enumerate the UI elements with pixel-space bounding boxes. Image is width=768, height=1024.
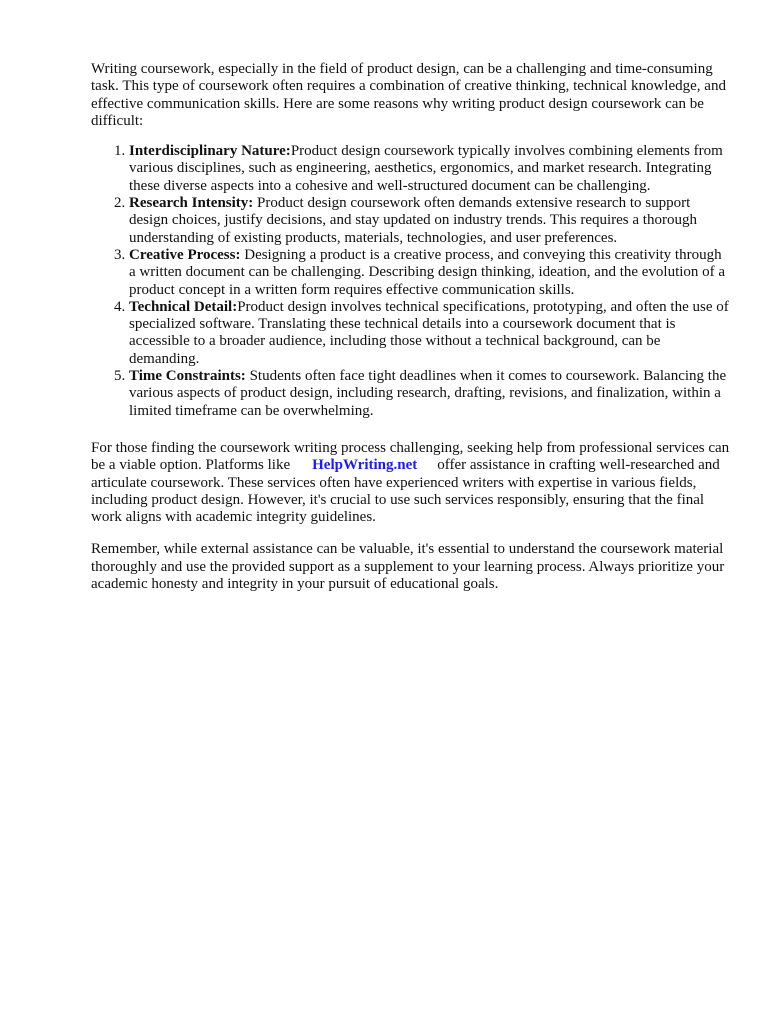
reason-item (129, 143, 731, 195)
reason-text: Product design involves technical specifications, prototyping, and often the use of specialized software. Translating these technical details into a coursework document that is accessible to a broader audience, including those without a technical background, can be demanding. (129, 298, 729, 367)
reason-term: Technical Detail: (129, 298, 238, 315)
reason-text: Product design coursework typically involves combining elements from various disciplines, such as engineering, aesthetics, ergonomics, and market research. Integrating these diverse aspects into a cohesive and well-structured document can be challenging. (129, 143, 723, 194)
reason-text: Students often face tight deadlines when it comes to coursework. Balancing the various aspects of product design, including research, drafting, revisions, and finalization, within a limited timeframe can be overwhelming. (129, 368, 727, 419)
reason-item (129, 195, 731, 247)
reason-text: Product design coursework often demands extensive research to support design choices, justify decisions, and stay updated on industry trends. This requires a thorough understanding of existing products, materials, technologies, and user preferences. (129, 195, 697, 246)
reason-term: Time Constraints: (129, 368, 246, 385)
help-paragraph (91, 440, 731, 526)
reason-item (129, 368, 731, 420)
helpwriting-link[interactable]: HelpWriting.net (312, 457, 418, 474)
reason-item (129, 247, 731, 299)
reason-term: Creative Process: (129, 246, 241, 263)
reason-term: Research Intensity: (129, 195, 254, 212)
help-text-before: For those finding the coursework writing process challenging, seeking help from professional services can be a viable option. Platforms like (91, 439, 730, 474)
intro-paragraph: Writing coursework, especially in the field of product design, can be a challenging and time-consuming task. This type of coursework often requires a combination of creative thinking, technical knowledge, and effective communication skills. Here are some reasons why writing product design coursework can be difficult: (91, 61, 726, 129)
closing-paragraph: Remember, while external assistance can be valuable, it's essential to understand the coursework material thoroughly and use the provided support as a supplement to your learning process. Always prioritize your academic honesty and integrity in your pursuit of educational goals. (91, 541, 725, 593)
reason-term: Interdisciplinary Nature: (129, 143, 291, 160)
reasons-list (91, 143, 731, 420)
reason-item (129, 299, 731, 368)
help-text-after: offer assistance in crafting well-researched and articulate coursework. These services often have experienced writers with expertise in various fields, including product design. However, it's crucial to use such services responsibly, ensuring that the final work aligns with academic integrity guidelines. (91, 457, 720, 526)
document-page (91, 61, 731, 593)
reason-text: Designing a product is a creative process, and conveying this creativity through a written document can be challenging. Describing design thinking, ideation, and the evolution of a product concept in a written form requires effective communication skills. (129, 246, 726, 298)
